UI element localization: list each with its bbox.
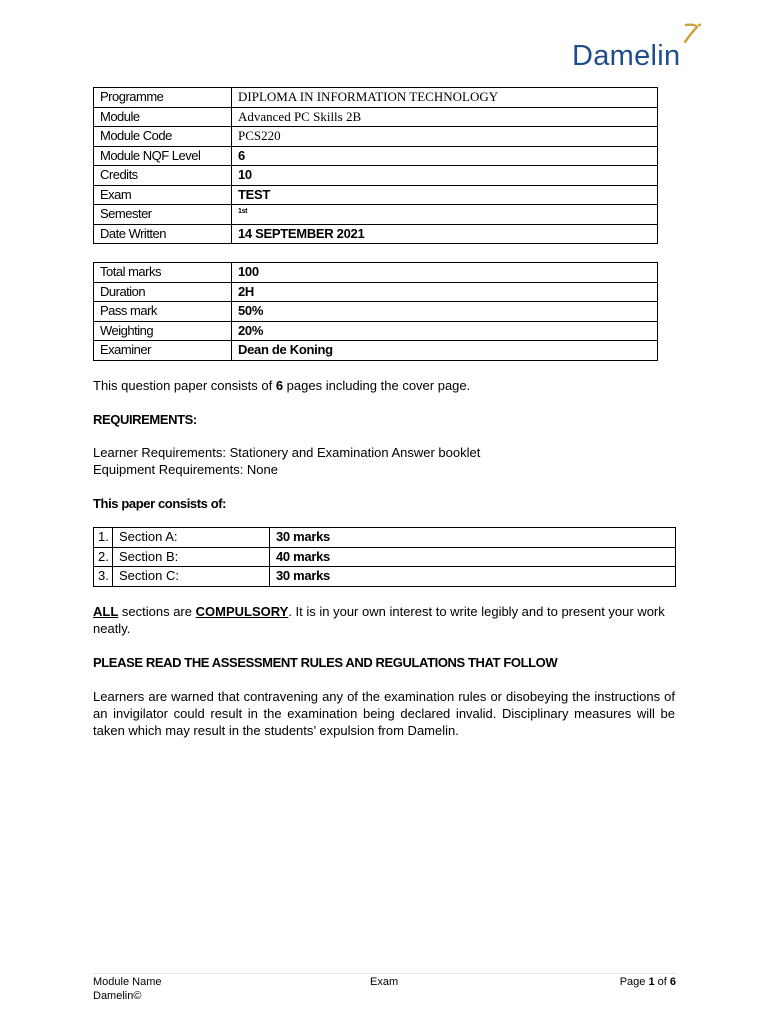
detail-label: Module — [94, 107, 232, 127]
section-name: Section C: — [113, 567, 270, 587]
marks-label: Total marks — [94, 263, 232, 283]
marks-label: Examiner — [94, 341, 232, 361]
compulsory-note — [93, 603, 675, 637]
detail-value: TEST — [232, 185, 658, 205]
logo-swoosh-icon — [680, 22, 704, 44]
warning-paragraph: Learners are warned that contravening any of the examination rules or disobeying the instructions of an invigilator could result in the examination being declared invalid. Disciplinary measures will be taken which may result in the students’ expulsion from Damelin. — [93, 689, 675, 738]
marks-label: Pass mark — [94, 302, 232, 322]
footer-exam: Exam — [370, 976, 399, 988]
marks-label: Weighting — [94, 321, 232, 341]
page-of: of — [654, 976, 670, 988]
table-row — [94, 567, 676, 587]
footer-page-number — [620, 975, 676, 989]
pages-note-text: This question paper consists of — [93, 378, 276, 393]
detail-label: Credits — [94, 166, 232, 186]
page-current: 1 — [648, 976, 655, 988]
detail-label: Module Code — [94, 127, 232, 147]
all-text: ALL — [93, 604, 119, 619]
semester-value: 1st — [238, 208, 248, 216]
marks-table — [93, 262, 658, 361]
table-row — [94, 547, 676, 567]
footer-module-name: Module Name — [93, 976, 162, 988]
table-row — [94, 88, 658, 108]
detail-value: DIPLOMA IN INFORMATION TECHNOLOGY — [232, 88, 658, 108]
detail-value: 6 — [232, 146, 658, 166]
section-number: 2. — [94, 547, 113, 567]
equipment-requirements: Equipment Requirements: None — [93, 462, 278, 477]
page-total: 6 — [669, 976, 676, 988]
detail-label: Programme — [94, 88, 232, 108]
sections-heading: This paper consists of: — [93, 496, 227, 511]
detail-value: PCS220 — [232, 127, 658, 147]
section-number: 3. — [94, 567, 113, 587]
detail-label: Exam — [94, 185, 232, 205]
pages-note-text-end: pages including the cover page. — [283, 378, 471, 393]
marks-value: 100 — [232, 263, 658, 283]
marks-value: 20% — [232, 321, 658, 341]
detail-value: 10 — [232, 166, 658, 186]
table-row — [94, 341, 658, 361]
section-number: 1. — [94, 528, 113, 548]
module-details-table — [93, 87, 658, 244]
damelin-logo — [572, 22, 722, 72]
detail-value: Advanced PC Skills 2B — [232, 107, 658, 127]
table-row — [94, 127, 658, 147]
pages-note — [93, 377, 675, 394]
requirements-heading: REQUIREMENTS: — [93, 412, 197, 427]
table-row — [94, 107, 658, 127]
table-row — [94, 528, 676, 548]
table-row — [94, 224, 658, 244]
table-row — [94, 302, 658, 322]
page-count: 6 — [275, 378, 284, 393]
marks-value: Dean de Koning — [232, 341, 658, 361]
sections-table — [93, 527, 676, 587]
page-label: Page — [619, 976, 649, 988]
footer-copyright: Damelin© — [93, 990, 142, 1002]
table-row — [94, 321, 658, 341]
logo-wordmark: Damelin — [572, 40, 681, 72]
learner-requirements: Learner Requirements: Stationery and Examination Answer booklet — [93, 445, 481, 460]
detail-value: 14 SEPTEMBER 2021 — [232, 224, 658, 244]
section-marks: 30 marks — [270, 567, 676, 587]
section-name: Section A: — [113, 528, 270, 548]
table-row — [94, 146, 658, 166]
detail-label: Module NQF Level — [94, 146, 232, 166]
section-marks: 30 marks — [270, 528, 676, 548]
table-row — [94, 263, 658, 283]
detail-value — [232, 205, 658, 225]
table-row — [94, 282, 658, 302]
detail-label: Semester — [94, 205, 232, 225]
table-row — [94, 166, 658, 186]
compulsory-mid-text: sections are — [118, 604, 196, 619]
rules-heading: PLEASE READ THE ASSESSMENT RULES AND REGULATIONS THAT FOLLOW — [93, 655, 558, 670]
footer-divider — [93, 973, 676, 974]
marks-value: 50% — [232, 302, 658, 322]
compulsory-text: COMPULSORY — [195, 604, 289, 619]
table-row — [94, 205, 658, 225]
detail-label: Date Written — [94, 224, 232, 244]
marks-label: Duration — [94, 282, 232, 302]
section-marks: 40 marks — [270, 547, 676, 567]
section-name: Section B: — [113, 547, 270, 567]
table-row — [94, 185, 658, 205]
compulsory-rest-text: . It is in your own interest to write legibly and to present your work neatly. — [93, 604, 665, 636]
marks-value: 2H — [232, 282, 658, 302]
